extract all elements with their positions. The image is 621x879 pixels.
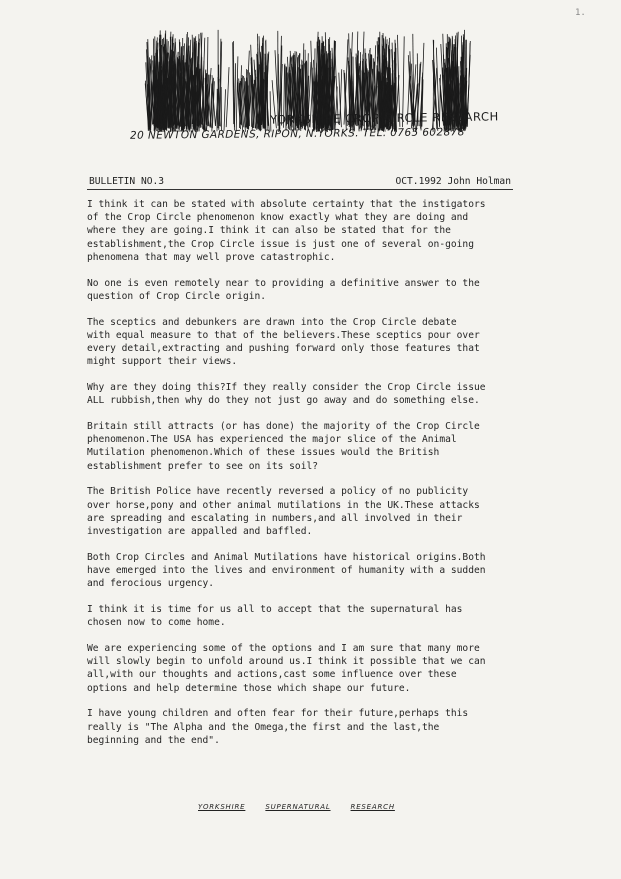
footer-word: YORKSHIRE — [198, 803, 246, 811]
grass-blade — [224, 89, 226, 130]
page-mark: 1. — [575, 8, 586, 18]
grass-blade — [226, 67, 229, 127]
paragraph: We are experiencing some of the options and I am sure that many more will slowly begin to unfold around us.I think it possible that we can all,with our thoughts and actions,cast some influence over these options and help determine those which shape our future. — [87, 643, 486, 694]
bulletin-number: BULLETIN NO.3 — [89, 176, 165, 187]
footer-signature — [198, 803, 395, 811]
paragraph: The British Police have recently reversed a policy of no publicity over horse,pony and other animal mutilations in the UK.These attacks are spreading and escalating in numbers,and all involved in their investigation are appalled and baffled. — [87, 486, 480, 538]
grass-blade — [235, 63, 236, 127]
organisation-address: 20 NEWTON GARDENS, RIPON, N.YORKS. TEL. 0765 602878 — [129, 126, 465, 142]
paragraph: I think it is time for us all to accept that the supernatural has chosen now to come home. — [87, 604, 463, 629]
bulletin-date-author: OCT.1992 John Holman — [395, 176, 511, 187]
organisation-name: YORKSHIRE CROP CIRCLE RESEARCH — [269, 109, 499, 127]
bulletin-header — [87, 175, 513, 190]
bulletin-body — [87, 198, 527, 760]
paragraph: I have young children and often fear for their future,perhaps this really is "The Alpha and the Omega,the first and the last,the beginning and the end". — [87, 708, 469, 746]
paragraph: Britain still attracts (or has done) the majority of the Crop Circle phenomenon.The USA has experienced the major slice of the Animal Mutilation phenomenon.Which of these issues would the British establishment prefer to see on its soil? — [87, 421, 480, 472]
paragraph: Both Crop Circles and Animal Mutilations have historical origins.Both have emerged into the lives and environment of humanity with a sudden and ferocious urgency. — [87, 551, 486, 590]
footer-word: SUPERNATURAL — [265, 803, 331, 811]
paragraph: No one is even remotely near to providing a definitive answer to the question of Crop Circle origin. — [87, 277, 480, 302]
paragraph: I think it can be stated with absolute certainty that the instigators of the Crop Circle phenomenon know exactly what they are doing and where they are going.I think it can also be stated that for the establishment,the Crop Circle issue is just one of several on-going phenomena that may well prove catastrophic. — [87, 199, 486, 263]
footer-word: RESEARCH — [350, 803, 395, 811]
paragraph: The sceptics and debunkers are drawn into the Crop Circle debate with equal measure to that of the believers.These sceptics pour over every detail,extracting and pushing forward only those features that might support their views. — [87, 316, 480, 368]
paragraph: Why are they doing this?If they really consider the Crop Circle issue ALL rubbish,then why do they not just go away and do something else. — [87, 382, 486, 407]
